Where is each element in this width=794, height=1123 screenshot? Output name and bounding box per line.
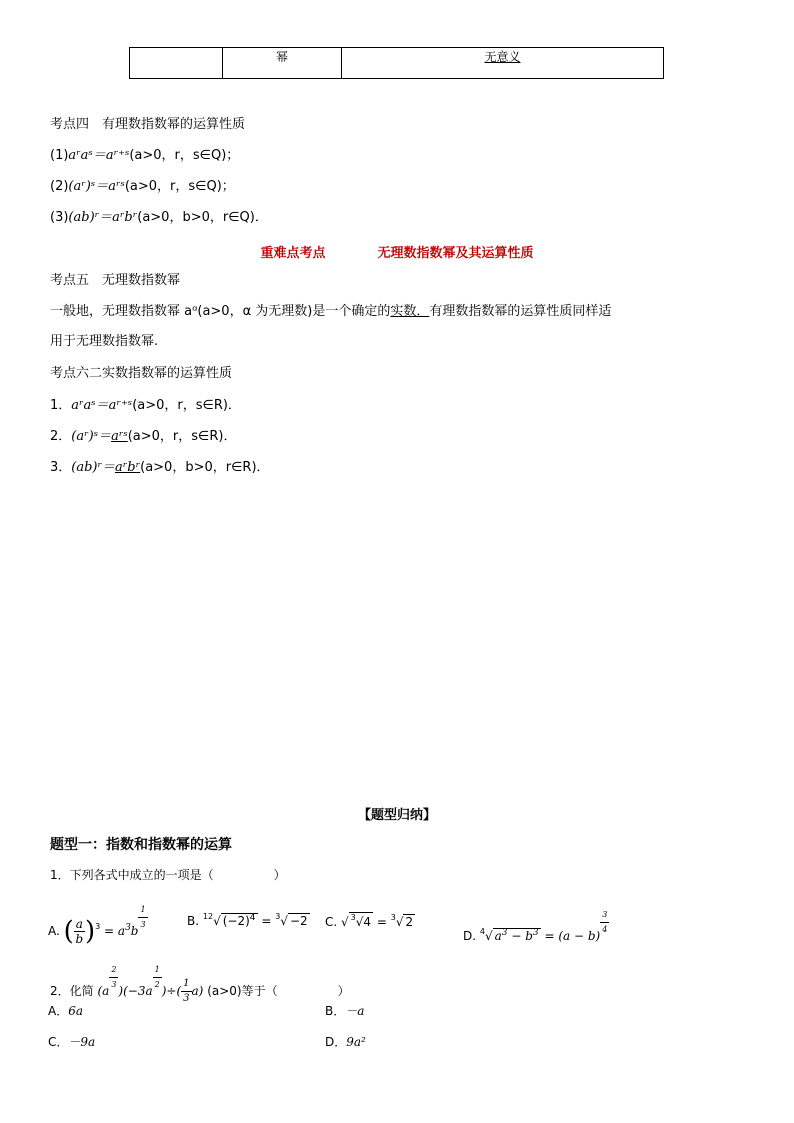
table-cell-meaningless: 无意义 — [342, 48, 664, 79]
q2-option-a[interactable]: A．6a — [48, 1004, 84, 1018]
q2-option-b[interactable]: B．－a — [325, 1004, 365, 1018]
kp4-item-1: (1)aʳaˢ＝aʳ⁺ˢ(a>0，r，s∈Q)； — [50, 148, 240, 163]
q2-option-c[interactable]: C．－9a — [48, 1035, 96, 1049]
q1-option-a[interactable]: A. ( $\frac{a}{b}$ )$^3 = a^3b$ $\frac{1}{3}$ — [48, 905, 146, 947]
kp6-title: 考点六二实数指数幂的运算性质 — [50, 366, 233, 381]
q1-option-d[interactable]: D. $^4$√ $a^3 - b^3 = (a - b)$ $\frac{3}{4}$ — [463, 910, 608, 943]
q1-option-b[interactable]: B. $^{12}$√ $(-2)^4 = ^3√ -2$ — [187, 912, 308, 928]
kp5-title: 考点五 无理数指数幂 — [50, 273, 181, 288]
q1-stem: 1．下列各式中成立的一项是（ ） — [50, 868, 286, 882]
kp5-para-line2: 用于无理数指数幂. — [50, 334, 159, 349]
section-heading: 重难点考点 无理数指数幂及其运算性质 — [260, 246, 534, 261]
kp4-title: 考点四 有理数指数幂的运算性质 — [50, 117, 246, 132]
section-title: 【题型归纳】 — [357, 808, 436, 823]
kp6-item-2: 2．(aʳ)ˢ＝aʳˢ(a>0，r，s∈R)． — [50, 429, 237, 444]
table-cell-empty — [130, 48, 223, 79]
q2-option-d[interactable]: D．9a² — [325, 1035, 366, 1049]
kp5-para-line1: 一般地，无理数指数幂 aᵅ(a>0，α 为无理数)是一个确定的实数．有理数指数幂的运算性质同样适 — [50, 304, 612, 319]
exponent-table — [129, 47, 664, 79]
q2-stem: 2．化简 (a $\frac{2}{3}$ )(−3a $\frac{1}{2}$ )÷( $\frac{1}{3}$ a) (a>0)等于（ ） — [50, 965, 350, 1004]
type1-title: 题型一：指数和指数幂的运算 — [50, 837, 232, 853]
kp6-item-3: 3．(ab)ʳ＝aʳbʳ(a>0，b>0，r∈R)． — [50, 460, 270, 475]
kp6-item-1: 1．aʳaˢ＝aʳ⁺ˢ(a>0，r，s∈R)． — [50, 398, 241, 413]
q1-option-c[interactable]: C. √ $^3$√4 = $^3$√ 2 — [325, 913, 414, 929]
table-cell-power: 幂 — [223, 48, 342, 79]
kp4-item-3: (3)(ab)ʳ＝aʳbʳ(a>0，b>0，r∈Q)． — [50, 210, 268, 225]
kp4-item-2: (2)(aʳ)ˢ＝aʳˢ(a>0，r，s∈Q)； — [50, 179, 235, 194]
